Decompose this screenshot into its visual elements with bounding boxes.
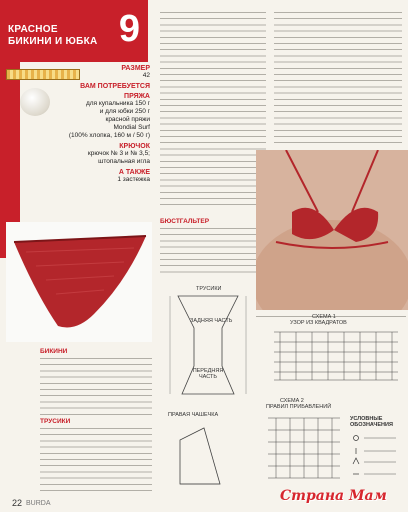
yarn-line: для купальника 150 г [85,100,150,107]
hook-line: штопальная игла [98,158,150,165]
size-value: 42 [142,72,150,79]
yarn-line: (100% хлопка, 160 м / 50 г) [68,132,150,139]
text-column-left-lower [40,356,152,416]
text-column-middle [160,10,266,210]
bikini-top-photo [256,150,408,310]
bikini-heading: БИКИНИ [40,348,68,355]
title-line-1: КРАСНОЕ [8,24,58,35]
text-column-right [274,10,402,144]
scheme-2-subtitle: ПРАВИЛ ПРИБАВЛЕНИЙ [266,404,332,410]
bra-heading: БЮСТГАЛЬТЕР [160,218,210,225]
scheme-1-title: СХЕМА 1 [312,314,336,320]
also-line: 1 застежка [117,176,150,183]
cup-schematic [160,420,256,492]
trunks-diagram-label: ТРУСИКИ [196,286,222,292]
also-heading: А ТАКЖЕ [118,169,150,176]
bikini-bottom-photo [6,222,152,342]
cup-diagram-label: ПРАВАЯ ЧАШЕЧКА [168,412,219,418]
legend-symbols [350,432,402,482]
hook-heading: КРЮЧОК [119,143,150,150]
scheme-2-chart [262,412,346,486]
scheme-1-chart [270,328,402,384]
yarn-line: и для юбки 250 г [99,108,150,115]
title-line-2: БИКИНИ И ЮБКА [8,36,98,47]
legend-title: УСЛОВНЫЕ ОБОЗНАЧЕНИЯ [350,416,393,428]
site-watermark: Страна Мам [280,488,387,504]
hook-line: крючок № 3 и № 3,5; [87,150,150,157]
materials-column [40,62,150,184]
scheme-1-subtitle: УЗОР ИЗ КВАДРАТОВ [290,320,347,326]
scheme-2-title: СХЕМА 2 [280,398,304,404]
need-heading: ВАМ ПОТРЕБУЕТСЯ [80,83,150,90]
trunks-schematic [160,284,256,406]
page-number: 22 [12,498,23,508]
title-block [0,0,148,62]
trunks-heading: ТРУСИКИ [40,418,71,425]
back-part-label: ЗАДНЯЯ ЧАСТЬ [190,318,233,324]
pattern-number: 9 [118,8,140,50]
yarn-heading: ПРЯЖА [124,93,150,100]
text-column-middle-lower [160,226,258,276]
front-part-label: ПЕРЕДНЯЯ ЧАСТЬ [192,368,224,380]
yarn-line: Mondial Surf [113,124,150,131]
yarn-line: красной пряжи [105,116,150,123]
size-heading: РАЗМЕР [121,65,150,72]
text-column-left-bottom [40,426,152,492]
magazine-brand: BURDA [26,500,51,507]
